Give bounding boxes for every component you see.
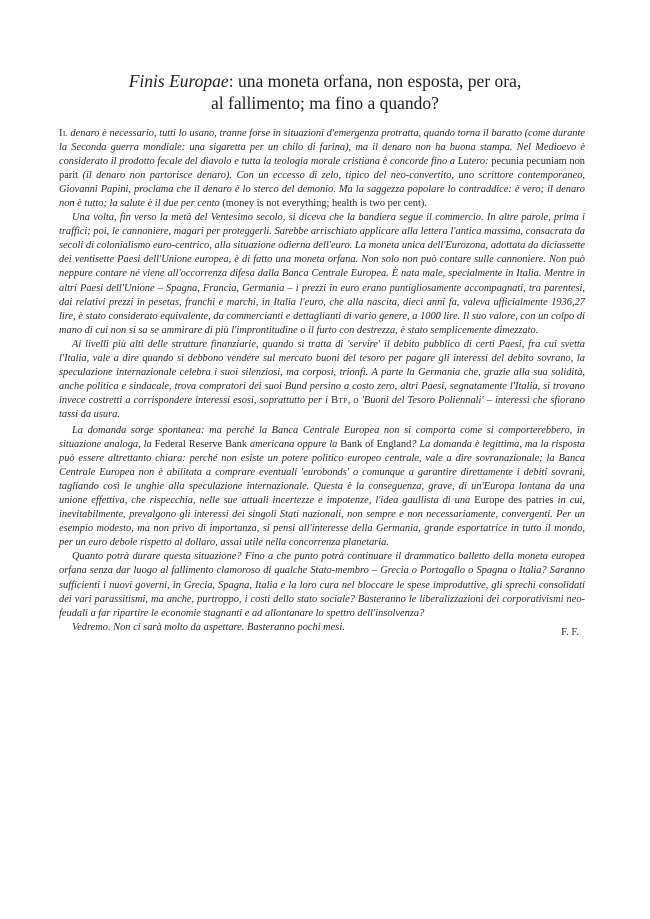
text-run: Europe des patries (474, 495, 554, 507)
paragraph (59, 211, 585, 337)
text-run: Federal Reserve Bank (154, 439, 248, 451)
paragraph (59, 127, 585, 211)
paragraph (59, 424, 585, 550)
text-run: ? La domanda è legittima, ma la risposta può essere altrettanto chiara: perché non esiste un potere politico europeo centrale, vale a dire sovranazionale; la Banca Centrale Europea non è abilitata a comprare eventuali 'eurobonds' o comunque a garantire direttamente i debiti sovrani, tagliando così le unghie alla speculazione internazionale. Questa è la conseguenza, grave, di un'Europa lontana da una unione effettiva, che rispecchia, nelle sue attuali incertezze e impotenze, l'idea gaullista di una (59, 439, 585, 507)
article-body (59, 127, 585, 635)
text-run: in cui, inevitabilmente, prevalgono gli interessi dei singoli Stati nazionali, non sempre e non necessariamente, convergenti. Per un esempio modesto, ma non privo di importanza, si pensi all'interesse della Germania, grande esportatrice in tutto il mondo, per un euro debole rispetto al dollaro, assai utile nella concorrenza planetaria. (59, 495, 585, 549)
text-run: Btp (331, 394, 348, 406)
title-italic: Finis Europae (128, 71, 229, 91)
text-run: Una volta, fin verso la metà del Ventesimo secolo, si diceva che la bandiera segue il commercio. In altre parole, prima i traffici; poi, le cannoniere, magari per proteggerli. Sarebbe arrischiato applicare alla lettera l'antica massima, consacrata da secoli di colonialismo euro-centrico, alla situazione odierna dell'euro. La moneta unica dell'Eurozona, adottata da diciassette dei ventisette Paesi dell'Unione europea, è di fatto una moneta orfana. Non solo non può contare sulle cannoniere. Non può neppure contare né viene all'occorrenza difesa dalla Banca Centrale Europea. È nata male, specialmente in Italia. Mentre in altri Paesi dell'Unione – Spagna, Francia, Germania – i prezzi in euro erano puntigliosamente accompagnati, tra parentesi, dai relativi prezzi in pesetas, franchi e marchi, in Italia l'euro, che alla nascita, dieci anni fa, valeva ufficialmente 1936,27 lire, è stato considerato equivalente, da commercianti e dettaglianti di vario genere, a 1000 lire. Il suo valore, con un colpo di mano di cui non si sa se ammirare di più l'improntitudine o il furto con destrezza, è stato semplicemente dimezzato. (59, 212, 585, 336)
title-line-1 (60, 70, 590, 92)
text-run: Quanto potrà durare questa situazione? Fino a che punto potrà continuare il drammatico balletto della moneta europea orfana senza dar luogo al fallimento clamoroso di qualche Stato-membro – Grecia o Portogallo o Spagna o Italia? Saranno sufficienti i nuovi governi, in Grecia, Spagna, Italia e la loro cura nel bloccare le spese improduttive, gli sprechi consolidati dei vari parassitismi, ma anche, purtroppo, i costi dello stato sociale? Basteranno le liberalizzazioni dei corporativismi neo-feudali a far ripartire le economie stagnanti e ad allontanare lo spettro dell'insolvenza? (59, 551, 585, 619)
text-run: La domanda sorge spontanea: ma perché la Banca Centrale Europea non si comporta come si comporterebbero, in situazione analoga, la (59, 424, 585, 451)
text-run: Vedremo. Non ci sarà molto da aspettare. Basteranno pochi mesi. (72, 621, 345, 633)
paragraph (59, 621, 585, 635)
signature: F. F. (561, 627, 579, 638)
paragraph (59, 550, 585, 620)
text-run: denaro è necessario, tutti lo usano, tranne forse in situazioni d'emergenza protratta, quando torna il baratto (come durante la Seconda guerra mondiale: una sigaretta per un chilo di farina), ma il denaro non ha buona stampa. Nel Medioevo è considerato il prodotto fecale del diavolo e tutta la teologia morale cristiana è concorde fino a Lutero: (59, 128, 585, 168)
paragraph (59, 338, 585, 422)
article-title (60, 70, 590, 114)
text-run: americana oppure la (247, 439, 341, 451)
title-line-2: al fallimento; ma fino a quando? (211, 93, 439, 113)
title-rest: : una moneta orfana, non esposta, per ora, (228, 71, 522, 91)
text-run: Bank of England (340, 439, 412, 451)
text-run: , o 'Buoni del Tesoro Poliennali' – interessi che sfiorano tassi da usura. (59, 394, 586, 420)
text-run: Ai livelli più alti delle strutture finanziarie, quando si tratta di 'servire' il debito pubblico di certi Paesi, fra cui svetta l'Italia, vale a dire quando si debbono vendere sul mercato buoni del tesoro per pagare gli interessi del debito sovrano, la speculazione internazionale celebra i suoi silenziosi, ma corposi, trionfi. A parte la Germania che, grazie alla sua solidità, anche politica e sindacale, trova compratori dei suoi Bund persino a costo zero, altri Paesi, segnatamente l'Italia, si trovano invece costretti a corrispondere interessi esosi, soprattutto per i (59, 338, 585, 406)
text-run: pecunia pecuniam non parit (59, 156, 585, 182)
text-run: (il denaro non partorisce denaro). Con un eccesso di zelo, tipico del neo-convertito, uno scrittore contemporaneo, Giovanni Papini, proclama che il denaro è lo sterco del demonio. Ma la saggezza popolare lo contraddice: è vero; il denaro non è tutto; la salute è il due per cento (59, 170, 585, 210)
text-run: (money is not everything; health is two per cent). (222, 198, 427, 210)
text-run: Il (59, 128, 68, 139)
